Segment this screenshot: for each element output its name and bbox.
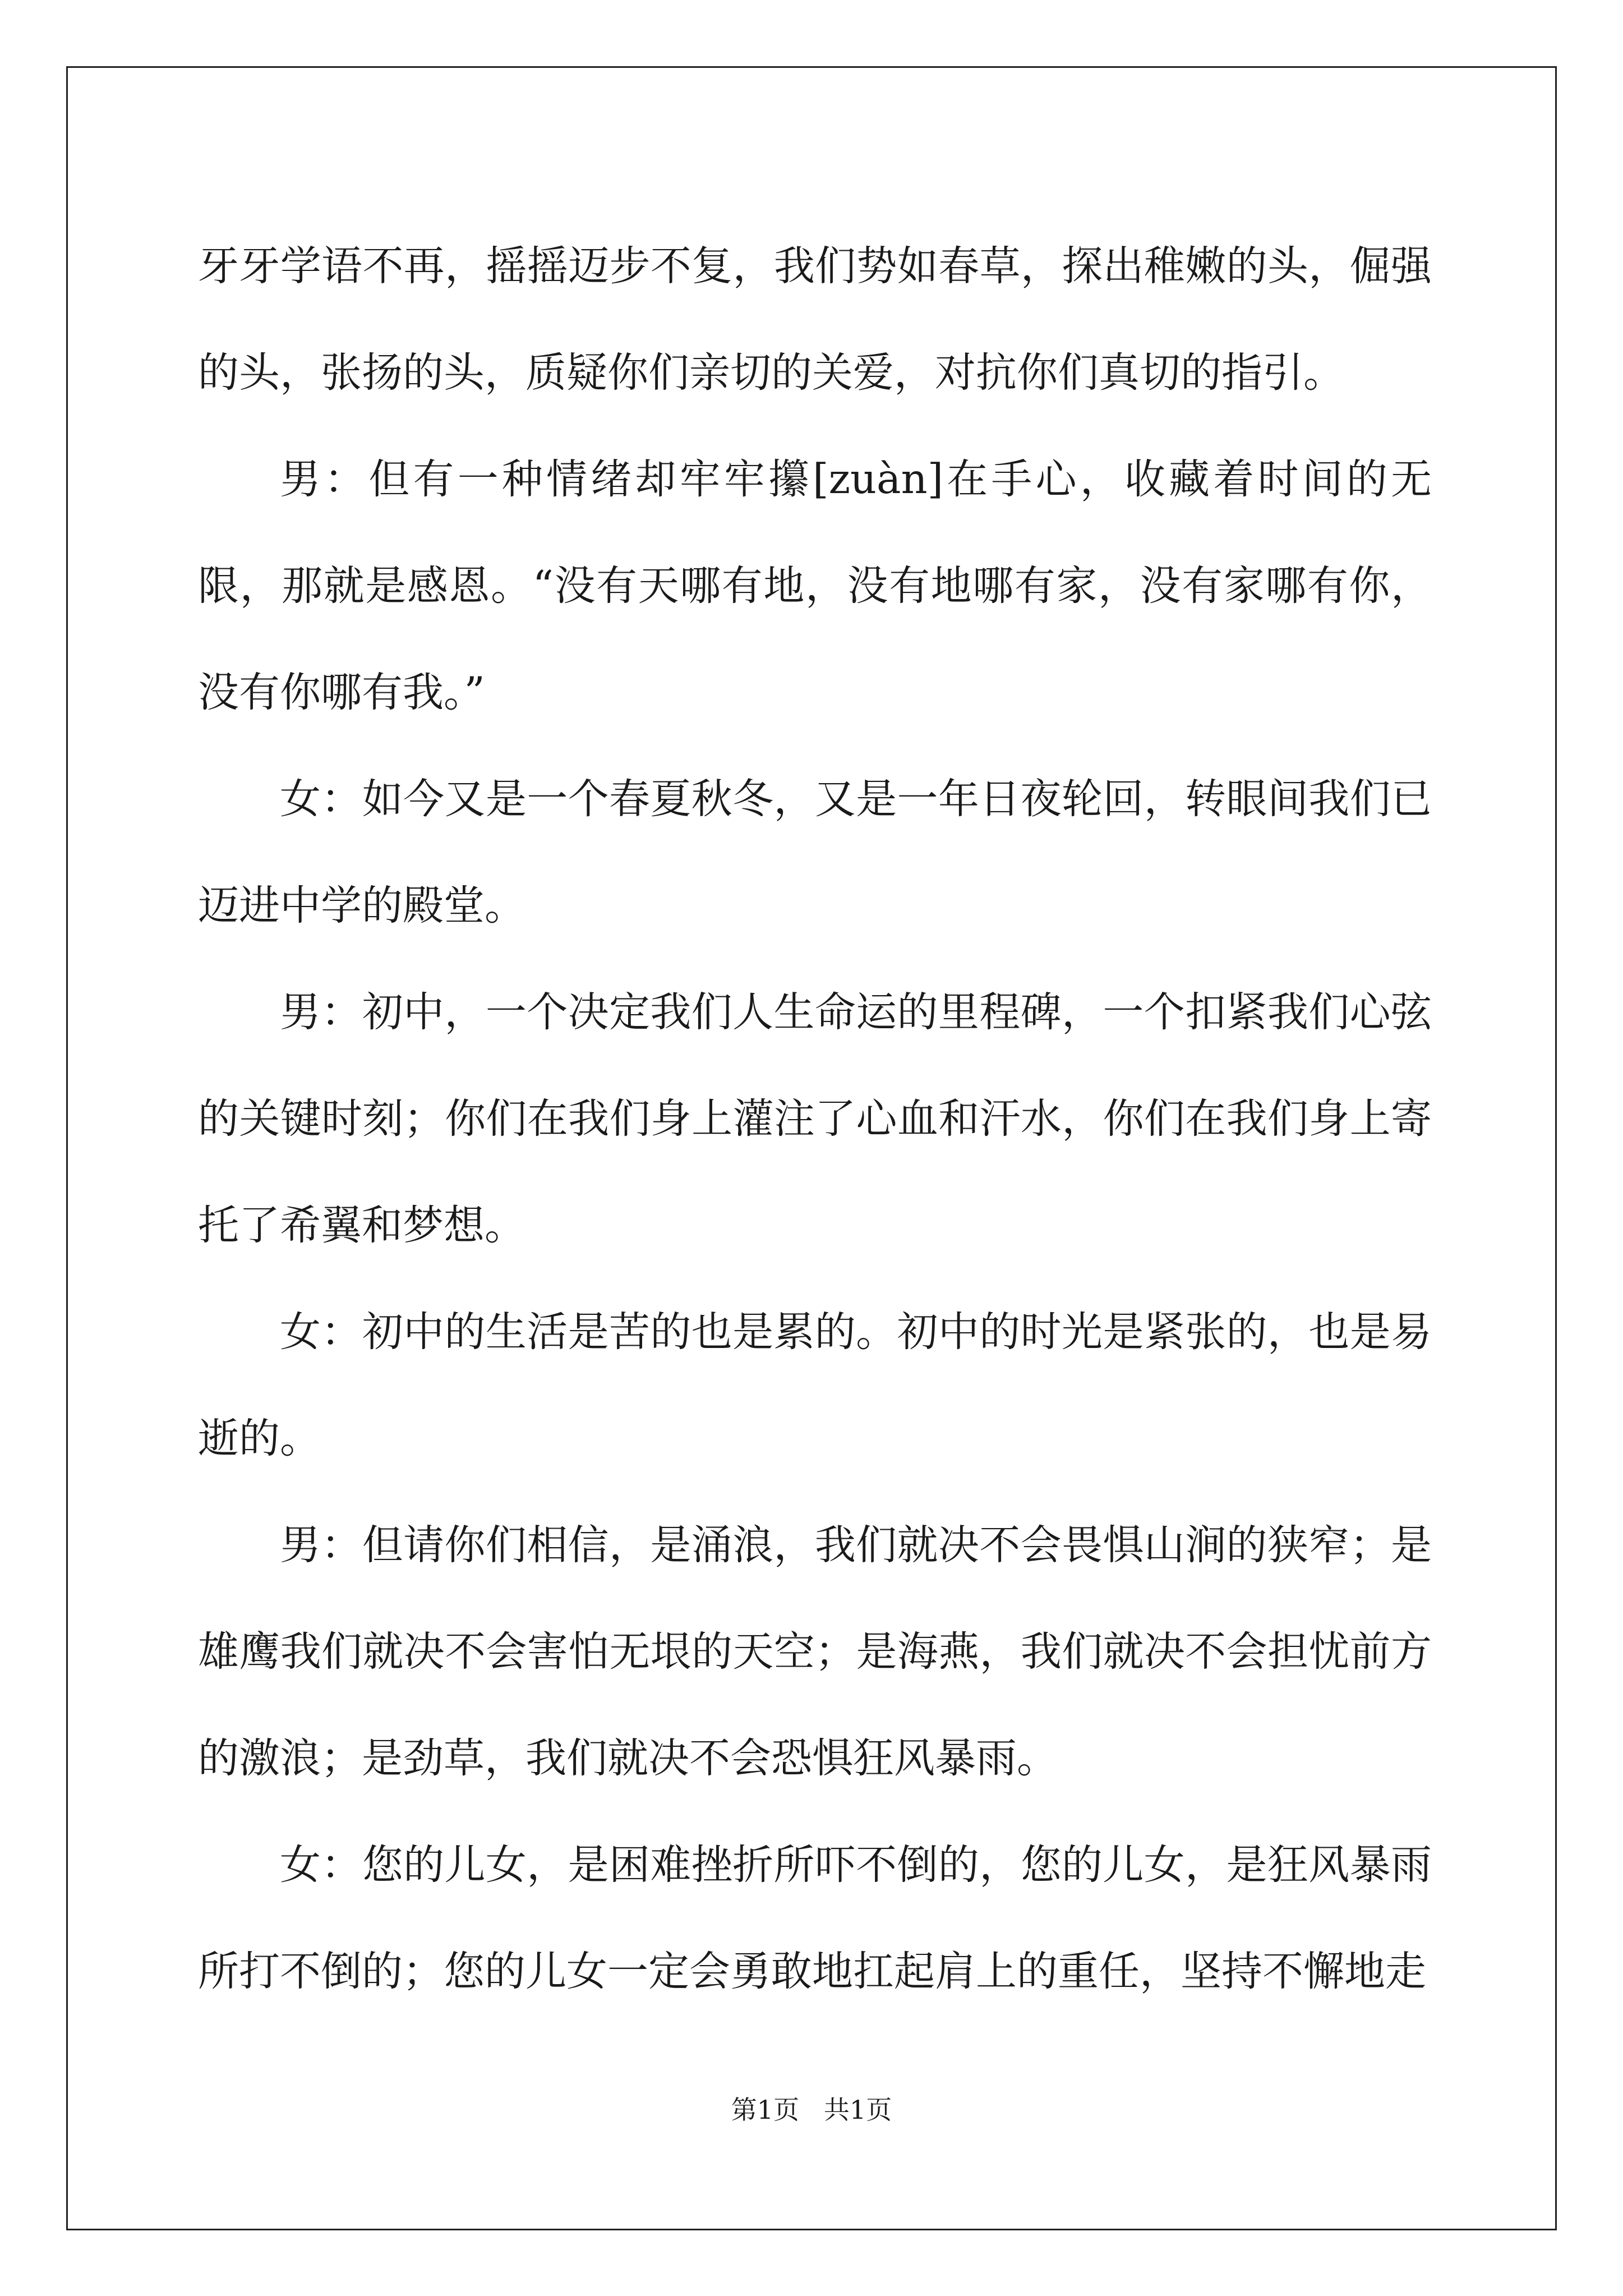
paragraph-6: 男：但请你们相信，是涌浪，我们就决不会畏惧山涧的狭窄；是雄鹰我们就决不会害怕无垠的天空；是海燕，我们就决不会担忧前方的激浪；是劲草，我们就决不会恐惧狂风暴雨。 — [198, 1521, 1432, 1782]
document-body — [198, 213, 1432, 2025]
page-footer: 第1页 共1页 — [731, 2095, 892, 2125]
paragraph-1: 牙牙学语不再，摇摇迈步不复，我们势如春草，探出稚嫩的头，倔强的头，张扬的头，质疑你们亲切的关爱，对抗你们真切的指引。 — [198, 242, 1432, 397]
paragraph-7: 女：您的儿女，是困难挫折所吓不倒的，您的儿女，是狂风暴雨所打不倒的；您的儿女一定会勇敢地扛起肩上的重任，坚持不懈地走 — [198, 1841, 1432, 1995]
paragraph-4: 男：初中，一个决定我们人生命运的里程碑，一个扣紧我们心弦的关键时刻；你们在我们身上灌注了心血和汗水，你们在我们身上寄托了希翼和梦想。 — [198, 988, 1432, 1249]
paragraph-3: 女：如今又是一个春夏秋冬，又是一年日夜轮回，转眼间我们已迈进中学的殿堂。 — [198, 775, 1432, 930]
paragraph-5: 女：初中的生活是苦的也是累的。初中的时光是紧张的，也是易逝的。 — [198, 1308, 1432, 1462]
paragraph-2: 男：但有一种情绪却牢牢攥[zuàn]在手心，收藏着时间的无限，那就是感恩。“没有天哪有地，没有地哪有家，没有家哪有你，没有你哪有我。” — [198, 455, 1432, 716]
